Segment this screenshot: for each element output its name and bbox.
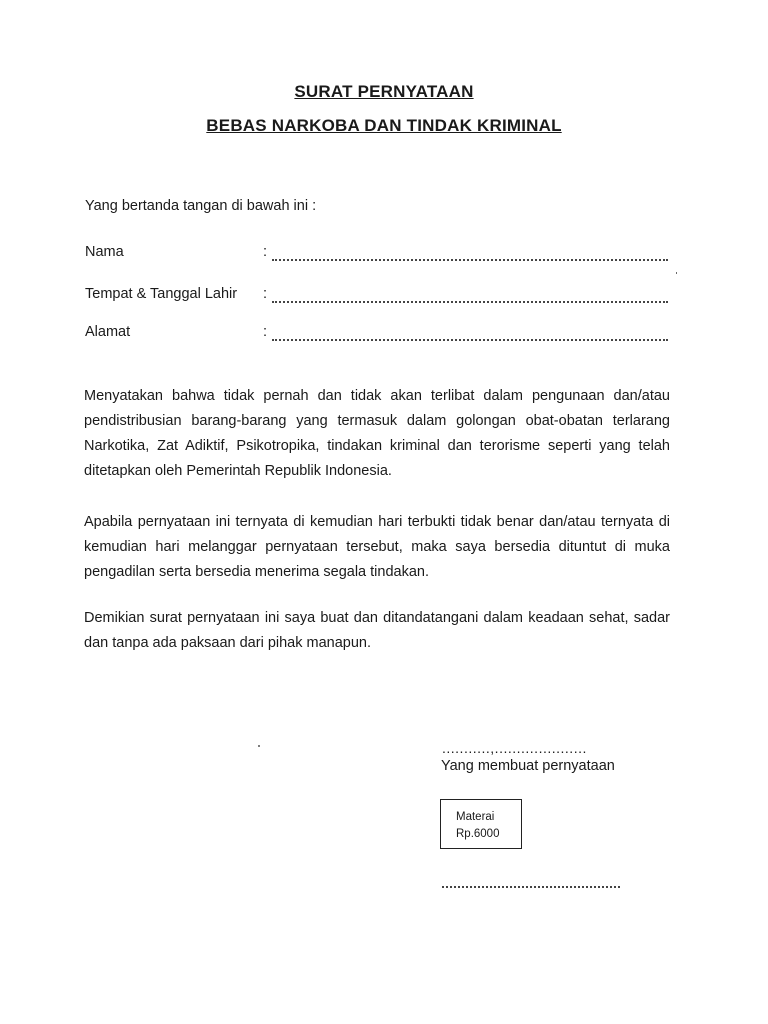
consequence-paragraph: Apabila pernyataan ini ternyata di kemudian hari terbukti tidak benar dan/atau ternyata di kemudian hari melanggar pernyataan tersebut, maka saya bersedia dituntut di muka pengadilan serta bersedia menerima segala tindakan. [84, 514, 670, 580]
field-nama-colon: : [263, 244, 268, 260]
stamp-label: Materai [456, 811, 495, 823]
field-nama-dotted-line [272, 256, 668, 261]
field-alamat-label: Alamat [85, 324, 131, 340]
scan-speck [258, 745, 260, 747]
field-ttl-colon: : [263, 286, 268, 302]
intro-text: Yang bertanda tangan di bawah ini : [85, 198, 317, 214]
signature-dotted-line [442, 884, 620, 888]
document-subtitle: BEBAS NARKOBA DAN TINDAK KRIMINAL [206, 116, 562, 135]
field-ttl-label: Tempat & Tanggal Lahir [85, 286, 238, 302]
field-alamat-dotted-line [272, 336, 668, 341]
document-title: SURAT PERNYATAAN [294, 82, 474, 101]
closing-paragraph: Demikian surat pernyataan ini saya buat dan ditandatangani dalam keadaan sehat, sadar dan tanpa ada paksaan dari pihak manapun. [84, 610, 670, 651]
materai-stamp-box [440, 799, 522, 849]
signer-label: Yang membuat pernyataan [441, 758, 615, 774]
field-alamat-colon: : [263, 324, 268, 340]
field-nama-label: Nama [85, 244, 124, 260]
statement-paragraph: Menyatakan bahwa tidak pernah dan tidak akan terlibat dalam pengunaan dan/atau pendistribusian barang-barang yang termasuk dalam golongan obat-obatan terlarang Narkotika, Zat Adiktif, Psikotropika, tindakan kriminal dan terorisme seperti yang telah ditetapkan oleh Pemerintah Republik Indonesia. [84, 388, 670, 479]
field-ttl-dotted-line [272, 298, 668, 303]
scan-speck [676, 272, 677, 274]
place-date-line: ...........,..................... [442, 740, 587, 756]
stamp-value: Rp.6000 [456, 828, 500, 840]
